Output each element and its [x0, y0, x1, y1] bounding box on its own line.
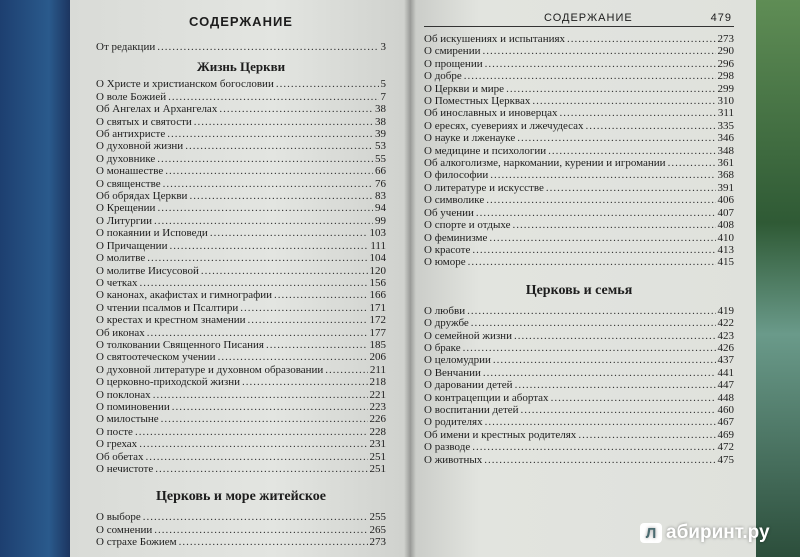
toc-entry-title: О священстве	[96, 177, 161, 190]
toc-entry-title: О юморе	[424, 256, 466, 269]
toc-entry-title: Об имени и крестных родителях	[424, 428, 577, 441]
toc-entry-page: 460	[717, 403, 734, 416]
toc-entry	[96, 536, 386, 548]
toc-list	[96, 78, 386, 475]
toc-entry	[96, 178, 386, 190]
dot-leader	[464, 70, 716, 82]
toc-entry-title: О святых и святости	[96, 115, 192, 128]
toc-entry-title: О милостыне	[96, 413, 159, 426]
toc-entry-title: О спорте и отдыхе	[424, 219, 511, 232]
dot-leader	[485, 416, 716, 428]
toc-entry-title: О грехах	[96, 438, 138, 451]
toc-entry-page: 310	[717, 95, 734, 108]
toc-entry-page: 265	[369, 523, 386, 536]
dot-leader	[165, 165, 373, 177]
toc-entry-page: 38	[375, 103, 386, 116]
dot-leader	[514, 330, 716, 342]
toc-entry	[96, 227, 386, 239]
toc-entry-page: 426	[717, 341, 734, 354]
dot-leader	[219, 103, 373, 115]
toc-entry	[96, 190, 386, 202]
toc-entry	[424, 157, 734, 169]
section-heading: Церковь и море житейское	[156, 489, 326, 505]
page-title: СОДЕРЖАНИЕ	[189, 14, 293, 29]
toc-entry-title: О сомнении	[96, 523, 153, 536]
toc-entry	[96, 165, 386, 177]
toc-entry-page: 311	[717, 107, 734, 120]
dot-leader	[472, 244, 715, 256]
book-cover-edge	[0, 0, 70, 557]
toc-entry-title: О дружбе	[424, 317, 469, 330]
toc-entry	[424, 367, 734, 379]
toc-entry-page: 231	[369, 438, 386, 451]
toc-entry-title: О толковании Священного Писания	[96, 338, 264, 351]
toc-entry-page: 348	[717, 144, 734, 157]
toc-entry-page: 441	[717, 366, 734, 379]
dot-leader	[145, 451, 367, 463]
toc-entry	[96, 252, 386, 264]
toc-entry	[424, 317, 734, 329]
toc-entry	[424, 107, 734, 119]
running-head-title: СОДЕРЖАНИЕ	[544, 12, 633, 24]
dot-leader	[179, 536, 368, 548]
dot-leader	[154, 215, 373, 227]
toc-entry	[424, 194, 734, 206]
toc-entry	[96, 511, 386, 523]
dot-leader	[185, 140, 373, 152]
toc-entry-title: О посте	[96, 425, 133, 438]
dot-leader	[521, 404, 716, 416]
dot-leader	[163, 178, 373, 190]
toc-entry-title: О целомудрии	[424, 354, 491, 367]
toc-entry-title: Об обетах	[96, 450, 144, 463]
toc-entry-title: Об Ангелах и Архангелах	[96, 103, 218, 116]
toc-entry-page: 290	[717, 45, 734, 58]
dot-leader	[157, 153, 373, 165]
toc-entry-title: О нечистоте	[96, 463, 154, 475]
dot-leader	[513, 219, 716, 231]
watermark	[640, 522, 770, 544]
toc-entry-title: О науке и лженауке	[424, 132, 516, 145]
toc-entry-page: 39	[375, 128, 386, 141]
background-foliage	[756, 0, 800, 557]
page-number: 479	[710, 12, 732, 24]
toc-entry-title: О символике	[424, 194, 485, 207]
toc-entry	[96, 202, 386, 214]
toc-entry-title: О поминовении	[96, 400, 170, 413]
toc-entry-page: 408	[717, 219, 734, 232]
toc-entry	[96, 463, 386, 475]
dot-leader	[172, 401, 368, 413]
toc-entry	[96, 116, 386, 128]
dot-leader	[483, 367, 716, 379]
toc-entry-page: 361	[717, 157, 734, 170]
dot-leader	[210, 227, 368, 239]
toc-entry-page: 206	[369, 351, 386, 364]
toc-entry-page: 467	[717, 416, 734, 429]
dot-leader	[476, 207, 716, 219]
dot-leader	[167, 128, 373, 140]
dot-leader	[551, 392, 716, 404]
toc-entry-title: О церковно-приходской жизни	[96, 376, 241, 389]
toc-entry-page: 55	[375, 152, 386, 165]
section-heading: Церковь и семья	[525, 282, 633, 298]
toc-entry	[424, 244, 734, 256]
toc-entry-page: 156	[369, 276, 386, 289]
dot-leader	[189, 190, 373, 202]
toc-entry-title: О контрацепции и абортах	[424, 391, 549, 404]
toc-entry	[96, 351, 386, 363]
toc-entry-page: 410	[717, 231, 734, 244]
dot-leader	[468, 256, 716, 268]
toc-entry-title: Об антихристе	[96, 128, 166, 141]
toc-entry	[96, 91, 386, 103]
toc-entry	[96, 426, 386, 438]
toc-entry-title: О медицине и психологии	[424, 144, 547, 157]
toc-entry-title: О родителях	[424, 416, 483, 429]
toc-entry-title: О воспитании детей	[424, 403, 519, 416]
toc-entry	[424, 132, 734, 144]
toc-entry-title: О животных	[424, 453, 483, 466]
dot-leader	[153, 389, 368, 401]
toc-entry	[424, 83, 734, 95]
toc-entry-intro: От редакции ..... 3	[96, 41, 386, 53]
toc-entry	[424, 416, 734, 428]
dot-leader	[266, 339, 368, 351]
toc-entry-page: 177	[369, 326, 386, 339]
right-page	[410, 0, 756, 557]
toc-entry-page: 273	[369, 536, 386, 549]
toc-entry	[96, 103, 386, 115]
toc-entry-page: 391	[717, 181, 734, 194]
toc-entry-title: О даровании детей	[424, 379, 513, 392]
left-page	[70, 0, 410, 557]
toc-entry	[96, 265, 386, 277]
toc-entry-page: 111	[370, 239, 386, 252]
toc-entry-title: О Причащении	[96, 239, 168, 252]
dot-leader	[484, 454, 715, 466]
toc-entry-title: О прощении	[424, 57, 483, 70]
toc-entry-page: 273	[717, 33, 734, 45]
dot-leader	[567, 33, 715, 45]
toc-entry-page: 335	[717, 119, 734, 132]
toc-entry-page: 76	[375, 177, 386, 190]
toc-entry	[96, 339, 386, 351]
toc-entry-title: О ересях, суевериях и лжечудесах	[424, 119, 584, 132]
toc-entry-page: 299	[717, 82, 734, 95]
toc-entry-title: Об обрядах Церкви	[96, 190, 188, 203]
dot-leader	[325, 364, 368, 376]
toc-list	[424, 305, 734, 466]
toc-entry	[424, 33, 734, 45]
toc-entry-title: О канонах, акафистах и гимнографии	[96, 289, 272, 302]
toc-entry	[96, 364, 386, 376]
dot-leader	[586, 120, 716, 132]
toc-entry-page: 419	[717, 304, 734, 317]
toc-entry	[424, 305, 734, 317]
watermark-text: абиринт.ру	[666, 522, 770, 543]
toc-entry-page: 251	[369, 450, 386, 463]
toc-entry-page: 83	[375, 190, 386, 203]
dot-leader	[242, 376, 367, 388]
toc-entry-page: 66	[375, 165, 386, 178]
toc-entry-title: О монашестве	[96, 165, 164, 178]
toc-entry-page: 255	[369, 511, 386, 524]
toc-entry-page: 298	[717, 70, 734, 83]
toc-entry-title: О Церкви и мире	[424, 82, 505, 95]
toc-entry-title: Об алкоголизме, наркомании, курении и игромании	[424, 157, 666, 170]
toc-entry	[96, 327, 386, 339]
toc-entry	[424, 232, 734, 244]
toc-entry	[424, 70, 734, 82]
toc-entry-title: Об учении	[424, 206, 474, 219]
toc-entry	[424, 95, 734, 107]
toc-entry	[96, 524, 386, 536]
dot-leader	[143, 511, 368, 523]
toc-entry-title: О воле Божией	[96, 90, 167, 103]
toc-entry-page: 94	[375, 202, 386, 215]
toc-entry-title: О смирении	[424, 45, 481, 58]
toc-entry-title: О духовной литературе и духовном образовании	[96, 363, 324, 376]
dot-leader	[276, 78, 379, 90]
toc-entry-page: 368	[717, 169, 734, 182]
toc-entry-title: Об инославных и иноверцах	[424, 107, 558, 120]
toc-entry-title: О покаянии и Исповеди	[96, 227, 208, 240]
toc-entry-page: 5	[380, 78, 386, 91]
toc-entry-page: 218	[369, 376, 386, 389]
toc-entry-page: 413	[717, 243, 734, 256]
toc-entry	[96, 389, 386, 401]
toc-entry-title: О духовнике	[96, 152, 156, 165]
dot-leader	[274, 289, 368, 301]
dot-leader	[194, 116, 373, 128]
toc-entry-page: 53	[375, 140, 386, 153]
toc-entry-page: 38	[375, 115, 386, 128]
toc-entry	[424, 404, 734, 416]
dot-leader	[471, 317, 716, 329]
dot-leader	[157, 202, 373, 214]
toc-entry	[96, 153, 386, 165]
dot-leader	[472, 441, 715, 453]
toc-list	[424, 33, 734, 269]
toc-entry-page: 407	[717, 206, 734, 219]
toc-entry-page: 185	[369, 338, 386, 351]
dot-leader	[218, 351, 368, 363]
toc-entry-title: Об искушениях и испытаниях	[424, 33, 566, 45]
toc-entry	[96, 314, 386, 326]
toc-entry-page: 221	[369, 388, 386, 401]
dot-leader	[240, 302, 367, 314]
toc-entry-title: О чтении псалмов и Псалтири	[96, 301, 239, 314]
toc-entry-page: 469	[717, 428, 734, 441]
toc-entry	[96, 78, 386, 90]
toc-entry-page: 447	[717, 379, 734, 392]
dot-leader	[506, 83, 715, 95]
toc-entry	[96, 413, 386, 425]
toc-entry-page: 251	[369, 463, 386, 475]
dot-leader	[168, 91, 378, 103]
toc-entry-title: Об иконах	[96, 326, 145, 339]
toc-entry	[424, 392, 734, 404]
toc-entry-title: О браке	[424, 341, 461, 354]
toc-entry	[96, 302, 386, 314]
dot-leader	[668, 157, 716, 169]
toc-entry-title: О литературе и искусстве	[424, 181, 544, 194]
toc-entry-page: 99	[375, 214, 386, 227]
dot-leader	[532, 95, 715, 107]
dot-leader	[147, 252, 367, 264]
toc-entry	[424, 169, 734, 181]
dot-leader	[147, 327, 368, 339]
toc-entry	[424, 256, 734, 268]
dot-leader	[463, 342, 716, 354]
dot-leader	[548, 145, 715, 157]
toc-entry-page: 166	[369, 289, 386, 302]
dot-leader	[493, 354, 716, 366]
dot-leader	[161, 413, 368, 425]
book-gutter	[404, 0, 416, 557]
toc-entry-title: О Поместных Церквах	[424, 95, 531, 108]
toc-entry-page: 346	[717, 132, 734, 145]
dot-leader	[154, 524, 367, 536]
toc-entry-title: О добре	[424, 70, 462, 83]
toc-entry-page: 415	[717, 256, 734, 269]
toc-entry	[424, 379, 734, 391]
toc-entry	[424, 182, 734, 194]
toc-entry	[96, 215, 386, 227]
dot-leader	[467, 305, 715, 317]
toc-entry-title: О святоотеческом учении	[96, 351, 216, 364]
toc-entry-title: О Литургии	[96, 214, 152, 227]
toc-entry	[96, 438, 386, 450]
toc-entry-title: О красоте	[424, 243, 471, 256]
toc-entry-title: О поклонах	[96, 388, 151, 401]
toc-entry-title: О Крещении	[96, 202, 156, 215]
toc-entry	[424, 58, 734, 70]
toc-entry	[96, 277, 386, 289]
toc-entry-page: 226	[369, 413, 386, 426]
toc-entry	[96, 376, 386, 388]
dot-leader	[482, 45, 715, 57]
toc-entry	[424, 354, 734, 366]
dot-leader	[486, 194, 715, 206]
section-heading: Жизнь Церкви	[196, 59, 286, 75]
toc-entry	[96, 289, 386, 301]
watermark-logo-icon: Л	[640, 523, 662, 543]
dot-leader	[489, 232, 715, 244]
toc-entry-page: 448	[717, 391, 734, 404]
toc-entry	[424, 441, 734, 453]
toc-entry	[424, 120, 734, 132]
toc-entry-page: 406	[717, 194, 734, 207]
dot-leader	[490, 169, 715, 181]
toc-entry-page: 104	[369, 252, 386, 265]
toc-entry-title: О семейной жизни	[424, 329, 512, 342]
dot-leader	[201, 265, 368, 277]
toc-entry-page: 223	[369, 400, 386, 413]
dot-leader	[155, 463, 367, 475]
dot-leader	[135, 426, 368, 438]
toc-entry-page: 228	[369, 425, 386, 438]
toc-entry-page: 422	[717, 317, 734, 330]
toc-entry	[424, 145, 734, 157]
toc-entry	[96, 451, 386, 463]
toc-entry	[424, 330, 734, 342]
toc-entry-page: 7	[380, 90, 386, 103]
dot-leader	[139, 277, 367, 289]
dot-leader	[517, 132, 715, 144]
toc-entry-page: 211	[369, 363, 386, 376]
toc-entry-page: 103	[369, 227, 386, 240]
toc-entry-title: О молитве Иисусовой	[96, 264, 199, 277]
dot-leader	[169, 240, 368, 252]
toc-entry-page: 423	[717, 329, 734, 342]
toc-entry-title: О Христе и христианском богословии	[96, 78, 274, 91]
toc-entry-title: О любви	[424, 304, 466, 317]
toc-entry-title: О четках	[96, 276, 138, 289]
toc-entry-title: О философии	[424, 169, 489, 182]
dot-leader	[139, 438, 367, 450]
toc-entry-title: О страхе Божием	[96, 536, 177, 549]
toc-entry-page: 171	[369, 301, 386, 314]
toc-entry-title: О феминизме	[424, 231, 488, 244]
dot-leader	[560, 107, 716, 119]
toc-entry-title: О духовной жизни	[96, 140, 184, 153]
toc-entry	[424, 219, 734, 231]
toc-entry	[96, 401, 386, 413]
toc-entry-title: О разводе	[424, 441, 471, 454]
toc-entry	[96, 240, 386, 252]
toc-entry-page: 472	[717, 441, 734, 454]
dot-leader	[578, 429, 715, 441]
dot-leader	[546, 182, 716, 194]
toc-entry-title: О молитве	[96, 252, 146, 265]
toc-entry	[424, 342, 734, 354]
toc-entry-title: О выборе	[96, 511, 141, 524]
toc-entry-title: О крестах и крестном знамении	[96, 314, 246, 327]
toc-entry	[424, 429, 734, 441]
toc-entry	[424, 207, 734, 219]
toc-entry-page: 437	[717, 354, 734, 367]
dot-leader	[515, 379, 716, 391]
toc-list	[96, 511, 386, 548]
toc-entry-title: О Венчании	[424, 366, 481, 379]
toc-entry-page: 296	[717, 57, 734, 70]
toc-entry	[424, 45, 734, 57]
dot-leader	[485, 58, 716, 70]
toc-entry-page: 475	[717, 453, 734, 466]
toc-entry	[424, 454, 734, 466]
running-head	[424, 12, 734, 27]
toc-entry	[96, 140, 386, 152]
toc-entry	[96, 128, 386, 140]
dot-leader	[247, 314, 367, 326]
toc-entry-page: 120	[369, 264, 386, 277]
toc-entry-page: 172	[369, 314, 386, 327]
